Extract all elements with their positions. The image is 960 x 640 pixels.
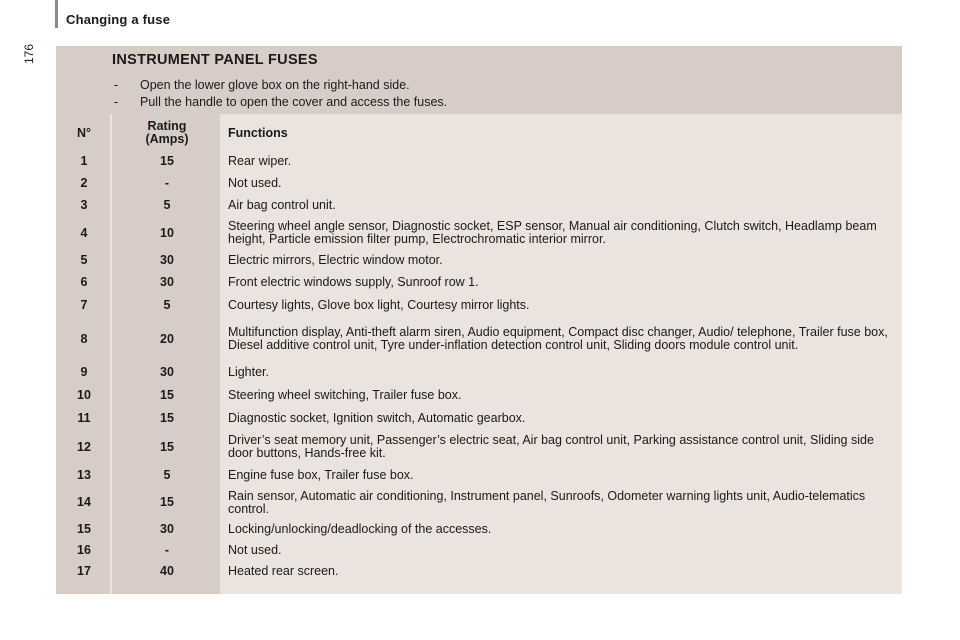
fuse-number-cell: 13 [77,467,91,482]
fuse-functions-cell: Driver’s seat memory unit, Passenger’s electric seat, Air bag control unit, Parking assistance control unit, Sliding side door buttons, Hands-free kit. [228,433,874,460]
table-row [56,486,902,519]
fuse-rating-cell: - [164,175,170,190]
fuse-functions-cell: Steering wheel switching, Trailer fuse box. [228,388,462,402]
fuse-rating-cell: 15 [160,495,174,509]
section-rule [55,0,58,28]
fuse-functions-cell: Not used. [228,175,282,190]
fuse-rating-cell: 5 [163,198,171,212]
fuse-number-cell: 7 [80,298,88,312]
table-row [56,519,902,540]
fuse-number-cell: 11 [77,411,91,425]
fuse-rating-cell: - [164,542,170,557]
fuse-rating-cell: 40 [160,563,174,578]
fuse-functions-cell: Lighter. [228,365,270,379]
instruction-item [114,95,447,109]
table-row [56,430,902,464]
table-row [56,150,902,172]
fuse-functions-cell: Steering wheel angle sensor, Diagnostic socket, ESP sensor, Manual air conditioning, Clutch switch, Headlamp beam height, Particle emission filter pump, Electrochromatic interior mirror. [228,219,877,246]
fuse-number-cell: 14 [77,495,91,509]
section-title: Changing a fuse [66,12,171,27]
table-row [56,294,902,317]
fuse-number-cell: 12 [77,439,91,454]
fuse-number-cell: 10 [77,388,91,402]
bullet-dash: - [114,95,119,109]
table-row [56,172,902,194]
panel-title: INSTRUMENT PANEL FUSES [112,52,318,68]
fuse-rating-cell: 15 [160,439,174,454]
page-number: 176 [22,43,36,64]
panel-header [56,46,902,114]
fuse-functions-cell: Rear wiper. [228,153,292,168]
fuse-functions-cell: Courtesy lights, Glove box light, Courtesy mirror lights. [228,298,530,312]
fuse-rating-cell: 5 [163,298,171,312]
rating-header-line2: (Amps) [145,132,189,146]
table-row [56,249,902,271]
fuse-functions-cell: Rain sensor, Automatic air conditioning, Instrument panel, Sunroofs, Odometer warning lights unit, Audio-telematics control. [228,488,866,516]
table-row [56,361,902,384]
fuse-number-cell: 6 [80,275,88,289]
instruction-text: Pull the handle to open the cover and access the fuses. [140,95,448,109]
fuse-rating-cell: 20 [160,331,174,346]
fuse-number-cell: 4 [80,225,88,240]
fuse-rating-cell: 30 [160,252,174,267]
fuse-number-cell: 16 [77,542,91,557]
fuse-functions-cell: Electric mirrors, Electric window motor. [228,252,443,267]
table-row [56,384,902,407]
fuse-number-cell: 1 [80,153,88,168]
fuse-number-cell: 8 [80,331,88,346]
fuse-functions-cell: Air bag control unit. [228,198,336,212]
column-header-number: N° [76,125,92,140]
fuse-table-body [56,150,902,582]
table-row [56,271,902,294]
fuse-number-cell: 5 [80,252,88,267]
fuse-functions-cell: Engine fuse box, Trailer fuse box. [228,467,414,482]
fuse-number-cell: 2 [80,175,88,190]
fuse-number-cell: 9 [80,365,88,379]
fuse-functions-cell: Multifunction display, Anti-theft alarm siren, Audio equipment, Compact disc changer, Audio/ telephone, Trailer fuse box, Diesel additive control unit, Tyre under-inflation detection control unit, Sliding doors module control unit. [228,325,888,352]
column-header-functions: Functions [228,125,288,140]
table-row [56,407,902,430]
fuse-rating-cell: 15 [160,388,174,402]
fuse-rating-cell: 30 [160,275,174,289]
table-row [56,194,902,217]
fuse-functions-cell: Diagnostic socket, Ignition switch, Automatic gearbox. [228,411,526,425]
table-row [56,540,902,560]
rating-header-line1: Rating [147,119,187,133]
fuse-functions-cell: Front electric windows supply, Sunroof row 1. [228,275,479,289]
table-row [56,560,902,582]
fuse-rating-cell: 15 [160,153,174,168]
instruction-item [114,78,410,92]
column-header-rating [112,116,222,150]
fuse-functions-cell: Not used. [228,542,282,557]
fuse-rating-cell: 15 [160,411,174,425]
fuse-rating-cell: 30 [160,522,174,536]
instruction-text: Open the lower glove box on the right-hand side. [140,78,410,92]
fuse-panel [56,46,902,594]
fuse-rating-cell: 5 [163,467,171,482]
fuse-functions-cell: Heated rear screen. [228,563,339,578]
table-row [56,217,902,249]
fuse-number-cell: 15 [77,522,91,536]
fuse-rating-cell: 10 [160,225,174,240]
fuse-number-cell: 17 [77,563,91,578]
table-header-row [56,116,902,150]
bullet-dash: - [114,78,119,92]
fuse-number-cell: 3 [80,198,88,212]
fuse-rating-cell: 30 [160,365,174,379]
fuse-functions-cell: Locking/unlocking/deadlocking of the accesses. [228,522,492,536]
fuse-table [56,116,902,582]
table-row [56,317,902,361]
table-row [56,464,902,486]
